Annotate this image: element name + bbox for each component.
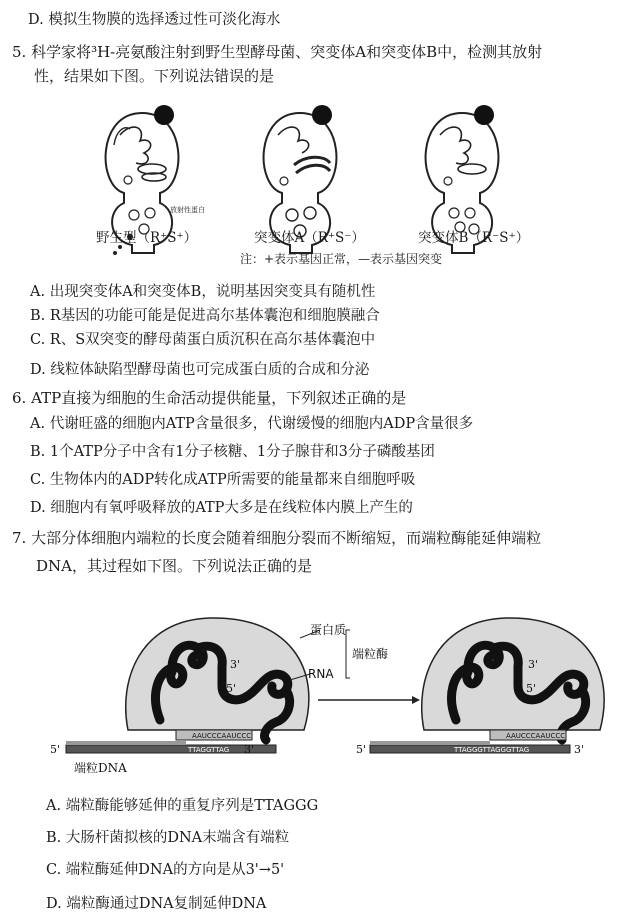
q5-stem-line2: 性，结果如下图。下列说法错误的是 <box>34 67 275 85</box>
three-prime-right-dna: 3' <box>574 743 585 756</box>
telomerase-label: 端粒酶 <box>352 647 389 661</box>
q7-option-c: C. 端粒酶延伸DNA的方向是从3'→5' <box>46 862 285 878</box>
mutant-a-caption: 突变体A（R⁺S⁻） <box>254 230 365 246</box>
five-prime-right: 5' <box>356 743 367 756</box>
telomerase-right <box>370 618 604 753</box>
q7-option-b: B. 大肠杆菌拟核的DNA末端含有端粒 <box>46 830 290 846</box>
three-prime-left-dna: 3' <box>244 743 255 756</box>
dna-seq-right: TTAGGGTTAGGGTTAG <box>454 746 530 754</box>
q4-option-d: D. 模拟生物膜的选择透过性可淡化海水 <box>28 12 281 28</box>
q7-stem-line1: 7. 大部分体细胞内端粒的长度会随着细胞分裂而不断缩短，而端粒酶能延伸端粒 <box>12 529 542 547</box>
five-prime-left: 5' <box>50 743 61 756</box>
q5-stem-line1: 5. 科学家将³H-亮氨酸注射到野生型酵母菌、突变体A和突变体B中，检测其放射 <box>12 43 543 61</box>
q7-option-d: D. 端粒酶通过DNA复制延伸DNA <box>46 896 267 912</box>
q6-stem: 6. ATP直接为细胞的生命活动提供能量，下列叙述正确的是 <box>12 389 407 407</box>
radioactive-protein-label: 放射性蛋白 <box>170 206 205 214</box>
q6-option-a: A. 代谢旺盛的细胞内ATP含量很多，代谢缓慢的细胞内ADP含量很多 <box>30 416 474 432</box>
mutant-b-caption: 突变体B（R⁻S⁺） <box>418 230 530 246</box>
dna-seq-left: TTAGGTTAG <box>188 746 230 754</box>
q5-option-a: A. 出现突变体A和突变体B，说明基因突变具有随机性 <box>30 284 376 300</box>
five-prime-rna-left: 5' <box>226 682 237 695</box>
protein-label: 蛋白质 <box>310 623 347 637</box>
q6-option-c: C. 生物体内的ADP转化成ATP所需要的能量都来自细胞呼吸 <box>30 472 416 488</box>
q6-option-d: D. 细胞内有氧呼吸释放的ATP大多是在线粒体内膜上产生的 <box>30 500 413 516</box>
q5-option-b: B. R基因的功能可能是促进高尔基体囊泡和细胞膜融合 <box>30 308 380 324</box>
q7-option-a: A. 端粒酶能够延伸的重复序列是TTAGGG <box>46 798 319 814</box>
telomerase-left <box>66 618 309 753</box>
three-prime-rna-left: 3' <box>230 658 241 671</box>
q6-option-b: B. 1个ATP分子中含有1分子核糖、1分子腺苷和3分子磷酸基团 <box>30 444 435 460</box>
telomere-dna-label: 端粒DNA <box>74 761 127 775</box>
rna-label: RNA <box>308 667 334 681</box>
rna-template-left: AAUCCCAAUCCC <box>192 732 252 740</box>
three-prime-rna-right: 3' <box>528 658 539 671</box>
q7-figure <box>0 590 644 800</box>
q7-stem-line2: DNA，其过程如下图。下列说法正确的是 <box>36 557 312 575</box>
rna-template-right: AAUCCCAAUCCC <box>506 732 566 740</box>
figure-note: 注：+表示基因正常，—表示基因突变 <box>240 252 443 266</box>
q5-option-d: D. 线粒体缺陷型酵母菌也可完成蛋白质的合成和分泌 <box>30 362 370 378</box>
wild-type-caption: 野生型（R⁺S⁺） <box>96 230 198 246</box>
q5-option-c: C. R、S双突变的酵母菌蛋白质沉积在高尔基体囊泡中 <box>30 332 376 348</box>
five-prime-rna-right: 5' <box>526 682 537 695</box>
